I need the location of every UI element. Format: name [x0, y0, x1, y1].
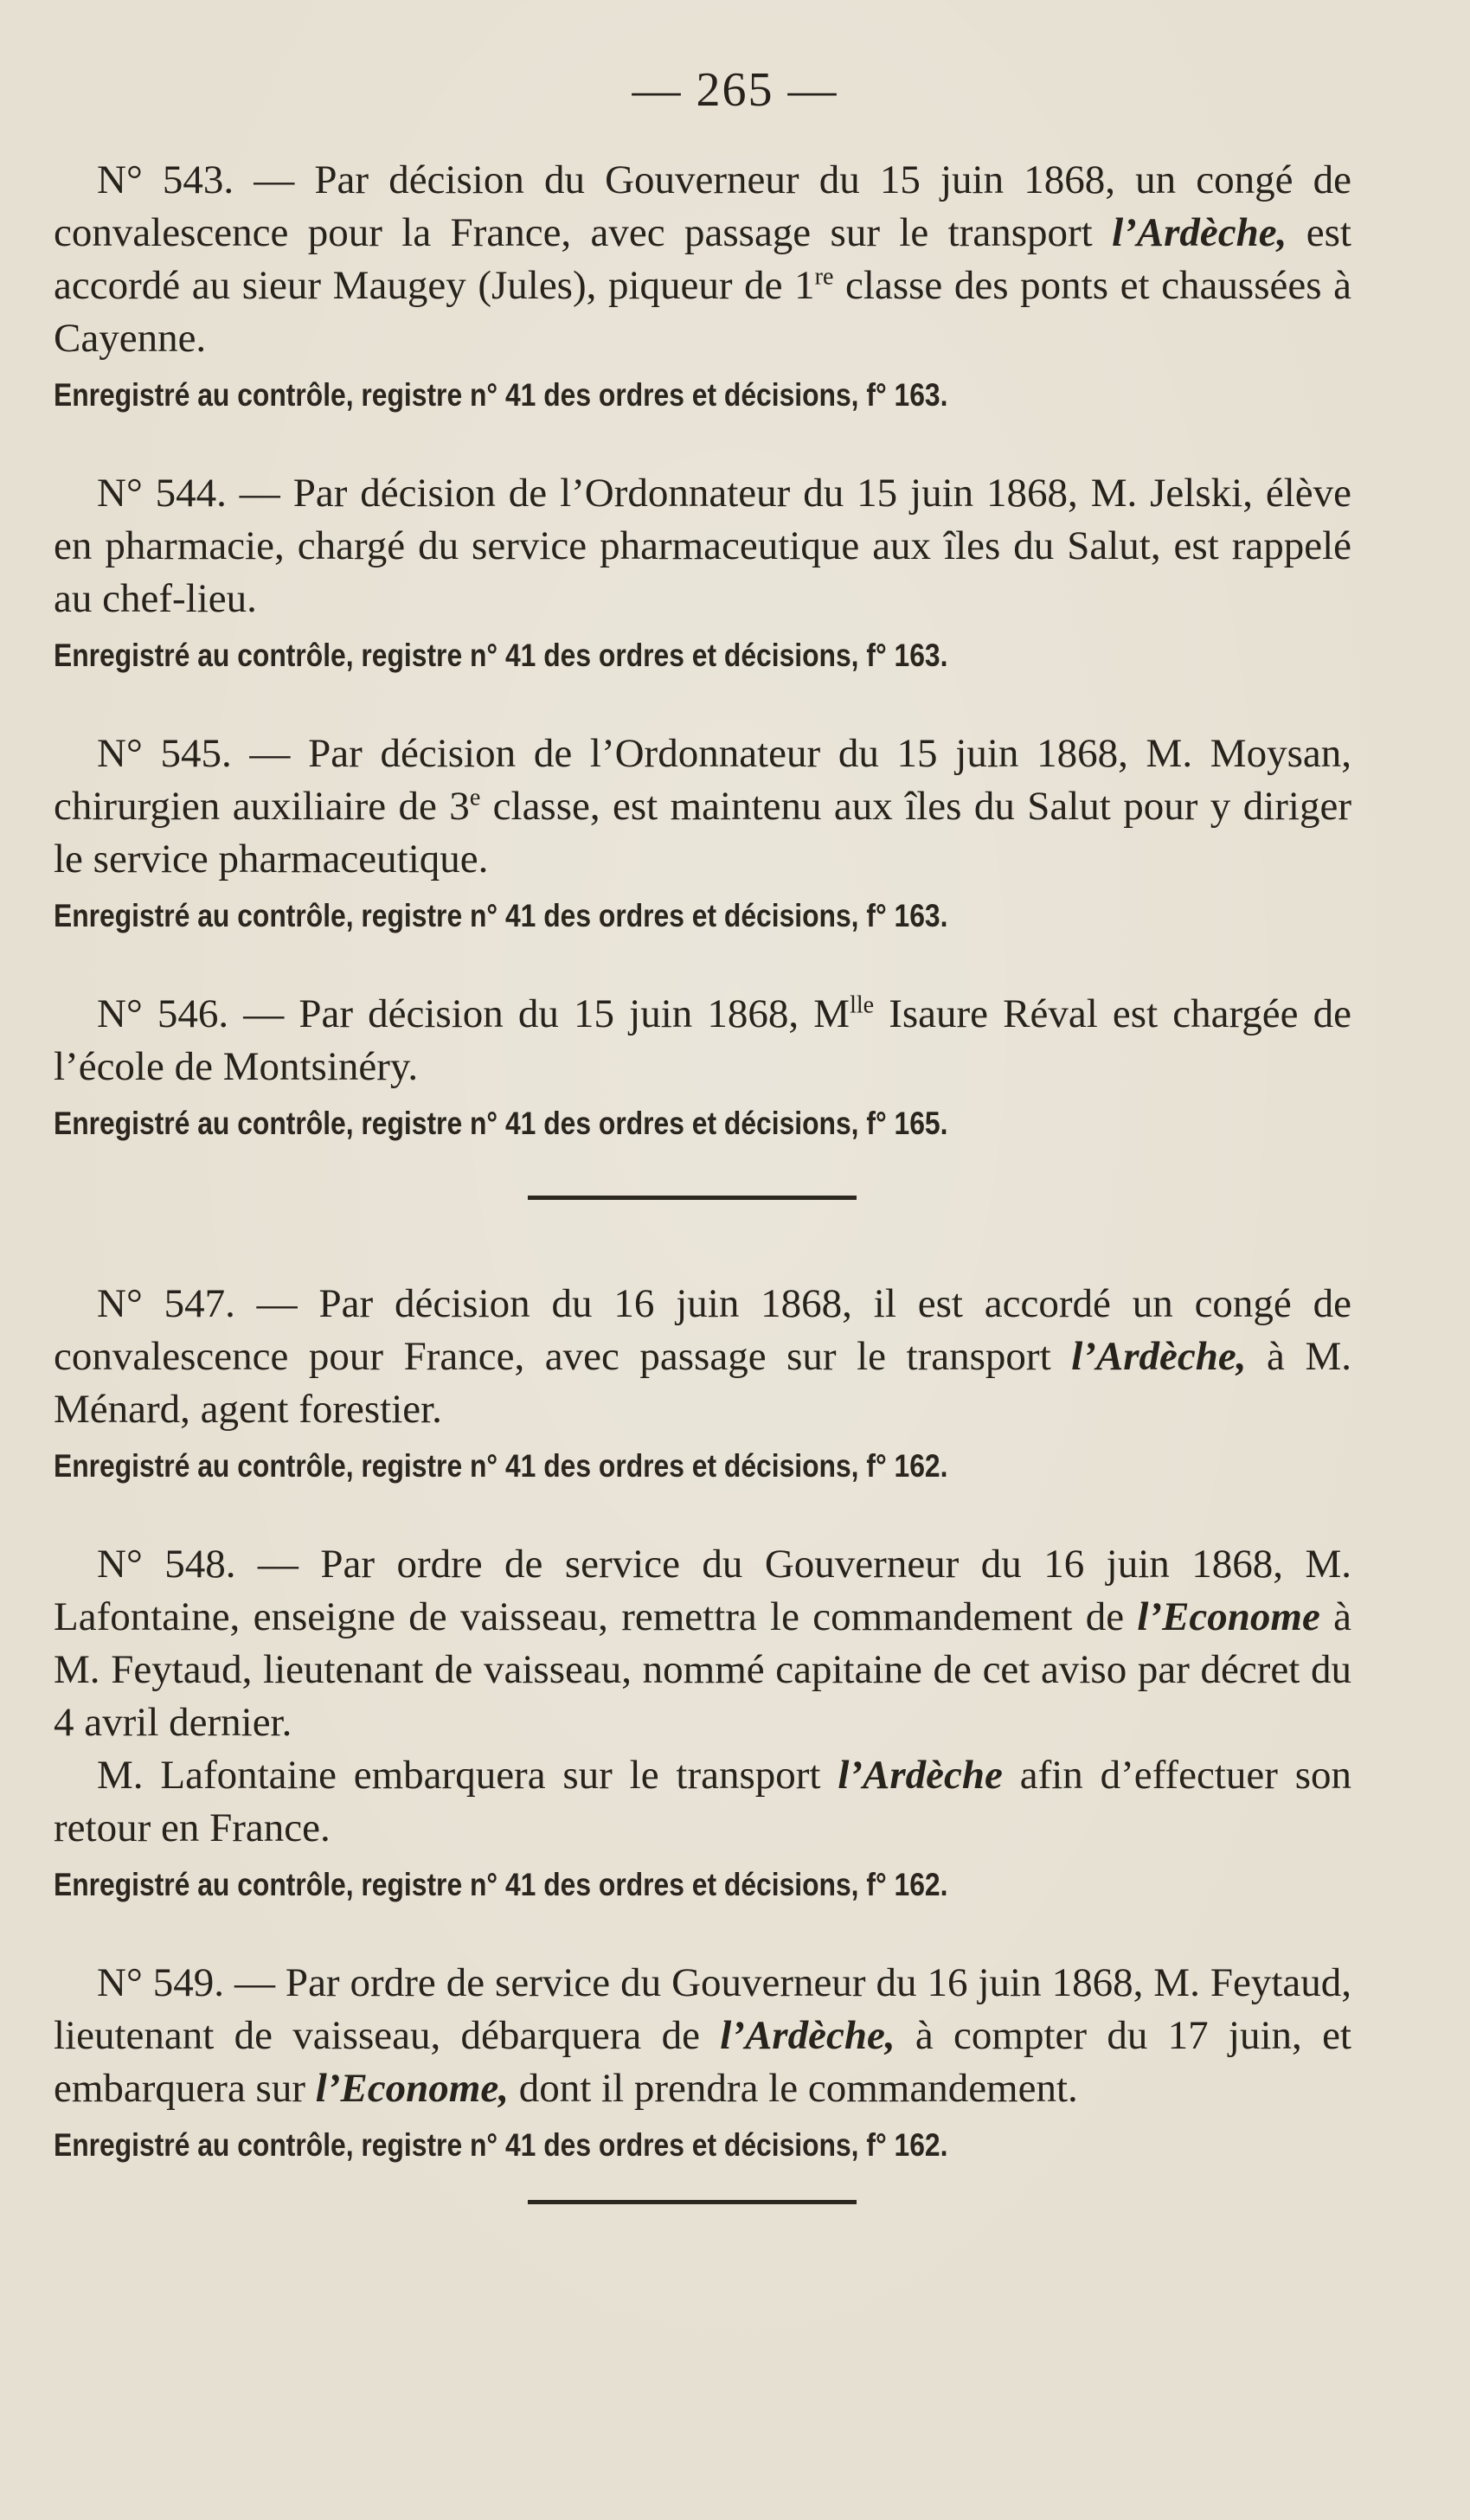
decision-text-continued: [54, 1749, 1351, 1855]
text-run: N° 546. — Par décision du 15 juin 1868, M: [97, 991, 851, 1036]
text-run: Isaure Réval est chargée de l’école de Montsinéry.: [54, 991, 1351, 1089]
section-divider: [528, 1196, 857, 1200]
registration-note: Enregistré au contrôle, registre n° 41 des ordres et décisions, f° 165.: [54, 1106, 948, 1141]
text-run: N° 543. — Par décision du Gouverneur du 15 juin 1868, un congé de convalescence pour la France, avec passage sur le transport: [54, 157, 1351, 255]
text-run: M. Lafontaine embarquera sur le transport: [97, 1753, 838, 1798]
decision-text: [54, 1957, 1351, 2115]
ship-name: l’Ardèche: [838, 1753, 1003, 1798]
ship-name: l’Econome,: [315, 2066, 509, 2111]
decision-text: N° 544. — Par décision de l’Ordonnateur du 15 juin 1868, M. Jelski, élève en pharmacie, chargé du service pharmaceutique aux îles du Salut, est rappelé au chef-lieu.: [54, 471, 1351, 621]
text-run: N° 548. — Par ordre de service du Gouverneur du 16 juin 1868, M. Lafontaine, enseigne de vaisseau, remettra le commandement de: [54, 1542, 1351, 1639]
decision-text: [54, 154, 1351, 365]
spacer: [54, 415, 1351, 467]
text-run: est accordé au sieur Maugey (Jules), piqueur de 1: [54, 210, 1351, 308]
spacer: [54, 936, 1351, 988]
decision-entry-543: [54, 154, 1351, 415]
ship-name: l’Econome: [1137, 1594, 1320, 1639]
ship-name: l’Ardèche,: [720, 2013, 895, 2058]
text-run: classe, est maintenu aux îles du Salut pour y diriger le service pharmaceutique.: [54, 784, 1351, 882]
decision-entry-549: [54, 1957, 1351, 2165]
text-run: à M. Ménard, agent forestier.: [54, 1334, 1352, 1432]
decision-entry-546: [54, 988, 1351, 1144]
registration-note: Enregistré au contrôle, registre n° 41 des ordres et décisions, f° 162.: [54, 1448, 948, 1484]
decision-text: [54, 1538, 1351, 1749]
decision-text: [54, 988, 1351, 1093]
text-run: N° 549. — Par ordre de service du Gouverneur du 16 juin 1868, M. Feytaud, lieutenant de vaisseau, débarquera de: [54, 1960, 1351, 2058]
decision-text: [54, 1278, 1351, 1436]
superscript: e: [469, 784, 481, 811]
spacer: [54, 1486, 1351, 1538]
spacer: [54, 1905, 1351, 1957]
text-run: classe des ponts et chaussées à Cayenne.: [54, 263, 1351, 361]
registration-note: Enregistré au contrôle, registre n° 41 des ordres et décisions, f° 162.: [54, 1867, 948, 1902]
registration-note: Enregistré au contrôle, registre n° 41 des ordres et décisions, f° 163.: [54, 898, 948, 933]
decision-entry-547: [54, 1278, 1351, 1486]
registration-note: Enregistré au contrôle, registre n° 41 des ordres et décisions, f° 163.: [54, 377, 948, 413]
decision-entry-545: [54, 728, 1351, 936]
spacer: [54, 676, 1351, 728]
ship-name: l’Ardèche,: [1112, 210, 1287, 255]
registration-note: Enregistré au contrôle, registre n° 41 des ordres et décisions, f° 162.: [54, 2127, 948, 2163]
text-run: dont il prendra le commandement.: [508, 2066, 1078, 2111]
page-number: — 265 —: [632, 63, 838, 117]
ship-name: l’Ardèche,: [1071, 1334, 1247, 1379]
text-run: à M. Feytaud, lieutenant de vaisseau, nommé capitaine de cet aviso par décret du 4 avril dernier.: [54, 1594, 1351, 1745]
text-column: [54, 154, 1351, 2282]
text-run: afin d’effectuer son retour en France.: [54, 1753, 1351, 1850]
superscript: lle: [850, 991, 875, 1019]
text-run: N° 545. — Par décision de l’Ordonnateur du 15 juin 1868, M. Moysan, chirurgien auxiliaire de 3: [54, 731, 1351, 829]
decision-entry-544: [54, 467, 1351, 676]
text-run: N° 547. — Par décision du 16 juin 1868, il est accordé un congé de convalescence pour France, avec passage sur le transport: [54, 1281, 1351, 1379]
section-divider: [528, 2200, 857, 2204]
registration-note: Enregistré au contrôle, registre n° 41 des ordres et décisions, f° 163.: [54, 638, 948, 673]
text-run: à compter du 17 juin, et embarquera sur: [54, 2013, 1351, 2111]
decision-text: [54, 728, 1351, 886]
decision-entry-548: [54, 1538, 1351, 1905]
superscript: re: [814, 263, 834, 291]
